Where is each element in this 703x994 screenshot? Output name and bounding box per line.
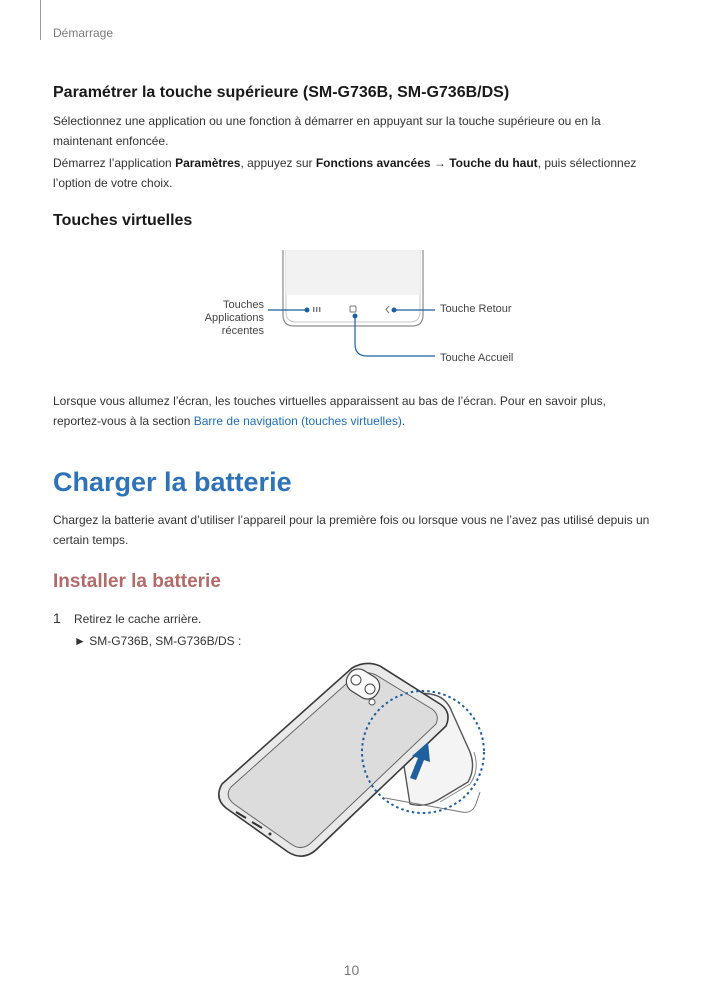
page-number: 10	[343, 962, 360, 978]
soft-keys-paragraph: Lorsque vous allumez l’écran, les touches virtuelles apparaissent au bas de l’écran. Pour en savoir plus, reportez-vous à la section Barre de navigation (touches virtuelles).	[53, 394, 606, 428]
model-line: ► SM-G736B, SM-G736B/DS :	[74, 634, 242, 648]
triangle-marker-icon: ►	[74, 634, 86, 648]
install-battery-heading: Installer la batterie	[53, 571, 221, 592]
charging-heading: Charger la batterie	[53, 467, 292, 497]
side-key-heading: Paramétrer la touche supérieure (SM-G736B, SM-G736B/DS)	[53, 84, 510, 101]
label-home-key: Touche Accueil	[440, 352, 514, 364]
step-number: 1	[53, 610, 61, 626]
soft-keys-heading: Touches virtuelles	[53, 212, 193, 229]
menu-path-settings: Paramètres	[175, 156, 241, 170]
navigation-bar-link[interactable]: Barre de navigation (touches virtuelles)	[193, 414, 402, 428]
step-text: Retirez le cache arrière.	[74, 612, 202, 626]
running-header: Démarrage	[53, 26, 114, 40]
side-key-paragraph-1: Sélectionnez une application ou une fonction à démarrer en appuyant sur la touche supérieure ou en la maintenant enfoncée.	[53, 114, 601, 148]
menu-path-top-key: Touche du haut	[449, 156, 538, 170]
menu-path-advanced: Fonctions avancées	[315, 156, 431, 170]
label-recent-apps: Touches Applications récentes	[204, 299, 264, 337]
side-key-paragraph-2: Démarrez l’application Paramètres, appuyez sur Fonctions avancées → Touche du haut, puis sélectionnez l’option de votre choix.	[53, 156, 637, 190]
label-back-key: Touche Retour	[440, 303, 512, 315]
charging-intro: Chargez la batterie avant d’utiliser l’appareil pour la première fois ou lorsque vous ne l’avez pas utilisé depuis un certain temps.	[53, 513, 650, 547]
